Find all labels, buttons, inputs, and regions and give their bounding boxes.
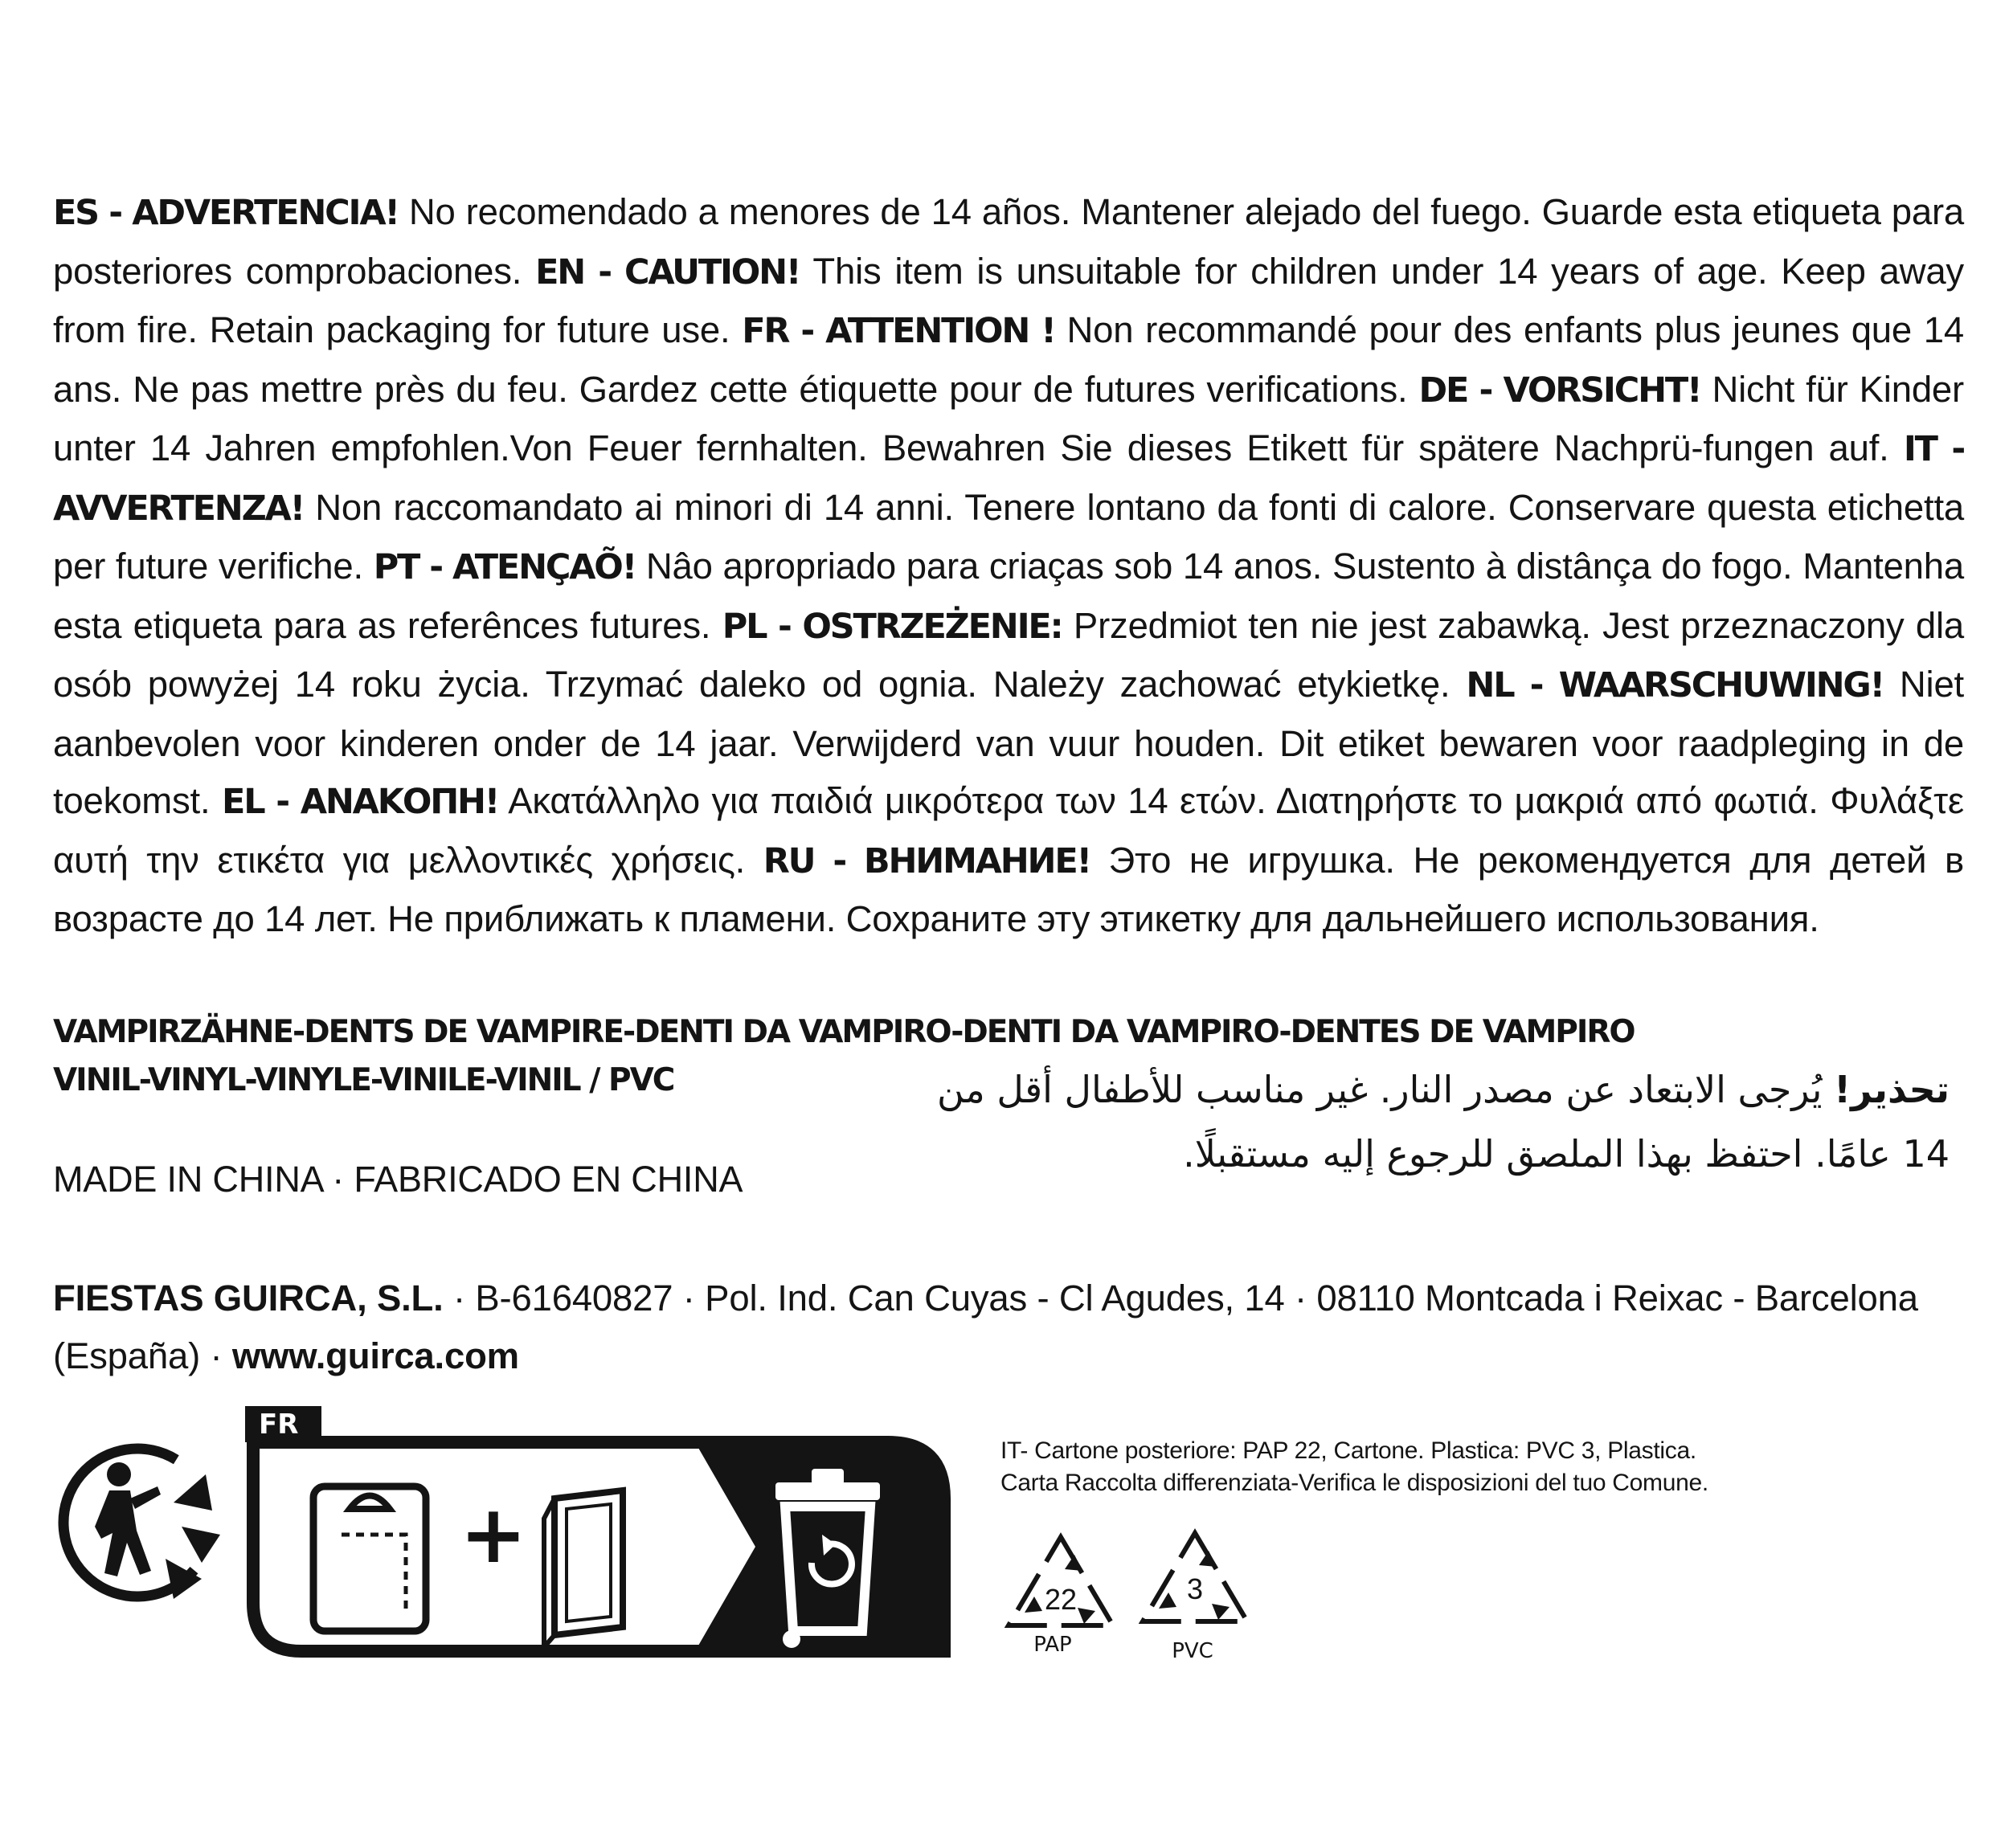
warning-label: DE - VORSICHT! [1418,370,1701,411]
warning-label: PT - ATENÇAÕ! [373,547,636,587]
arabic-warning [905,1057,1950,1186]
warning-label: ES - ADVERTENCIA! [53,193,399,233]
warning-label: NL - WAARSCHUWING! [1466,665,1884,705]
company-info [53,1269,1933,1385]
recycling-code-pap [1000,1531,1121,1667]
warning-text: Non raccomandato ai minori di 14 anni. Tenere lontano da fonti di calore. Conservare questa etichetta per future verifiche. [53,486,1964,587]
recycling-code-pvc [1135,1527,1255,1671]
warning-text: Przedmiot ten nie jest zabawką. Jest przeznaczony dla osób powyżej 14 roku życia. Trzymać daleko od ognia. Należy zachować etykietkę. [53,604,1964,705]
warning-text: Это не игрушка. Не рекомендуется для детей в возрасте до 14 лет. Не приближать к пламени. Сохраните эту этикетку для дальнейшего использования. [53,839,1964,939]
warning-label: IT - AVVERTENZA! [53,429,1964,529]
warning-text: This item is unsuitable for children under 14 years of age. Keep away from fire. Retain packaging for future use. [53,250,1964,350]
plus-sign: + [460,1487,527,1581]
recycling-code-label: PVC [1172,1639,1213,1663]
triman-icon [53,1430,230,1615]
company-name: FIESTAS GUIRCA, S.L. [53,1278,444,1319]
warning-label: EN - CAUTION! [535,251,800,292]
recycling-code-label: PAP [1033,1633,1072,1657]
made-in-text: MADE IN CHINA · FABRICADO EN CHINA [53,1159,743,1200]
arabic-warning-label: تحذير! [1834,1068,1950,1111]
warning-text: Niet aanbevolen voor kinderen onder de 14 jaar. Verwijderd van vuur houden. Dit etiket bewaren voor raadpleging in de toekomst. [53,664,1964,821]
warning-text: Nâo apropriado para criaças sob 14 anos. Sustento à distânça do fogo. Mantenha esta etiqueta para as referênces futures. [53,546,1964,646]
warning-label: EL - ΑΝΑΚΟΠΗ! [222,782,499,822]
arabic-warning-text: يُرجى الابتعاد عن مصدر النار. غير مناسب للأطفال أقل من 14 عامًا. احتفظ بهذا الملصق للرجوع إليه مستقبلًا. [937,1068,1950,1175]
product-material: VINIL-VINYL-VINYLE-VINILE-VINIL / PVC [53,1062,674,1098]
recycling-note-line1: IT- Cartone posteriore: PAP 22, Cartone. Plastica: PVC 3, Plastica. [1000,1437,1696,1464]
recycling-note [1000,1435,1708,1499]
company-address: · B-61640827 · Pol. Ind. Can Cuyas - Cl Agudes, 14 · 08110 Montcada i Reixac - Barcelona (España) · [53,1278,1918,1376]
recycling-code-number: 3 [1186,1572,1204,1605]
multilingual-warnings [53,183,1964,948]
recycling-note-line2: Carta Raccolta differenziata-Verifica le disposizioni del tuo Comune. [1000,1470,1708,1496]
warning-text: Nicht für Kinder unter 14 Jahren empfohlen.Von Feuer fernhalten. Bewahren Sie dieses Etikett für spätere Nachprü-fungen auf. [53,368,1964,468]
warning-text: Non recommandé pour des enfants plus jeunes que 14 ans. Ne pas mettre près du feu. Gardez cette étiquette pour de futures verifications. [53,309,1964,410]
company-website: www.guirca.com [231,1335,519,1376]
triman-sorting-banner [245,1406,952,1655]
triman-country-code: FR [259,1408,299,1441]
warning-text: Ακατάλληλο για παιδιά μικρότερα των 14 ετών. Διατηρήστε το μακριά από φωτιά. Φυλάξτε αυτή την ετικέτα για μελλοντικές χρήσεις. [53,780,1964,881]
product-names: VAMPIRZÄHNE-DENTS DE VAMPIRE-DENTI DA VAMPIRO-DENTI DA VAMPIRO-DENTES DE VAMPIRO [53,1014,1635,1050]
warning-text: No recomendado a menores de 14 años. Mantener alejado del fuego. Guarde esta etiqueta para posteriores comprobaciones. [53,191,1965,292]
recycling-code-number: 22 [1044,1583,1078,1616]
warning-label: FR - ATTENTION ! [742,311,1055,351]
warning-label: RU - ВНИМАНИЕ! [763,840,1090,881]
warning-label: PL - OSTRZEŻENIE: [722,606,1062,647]
